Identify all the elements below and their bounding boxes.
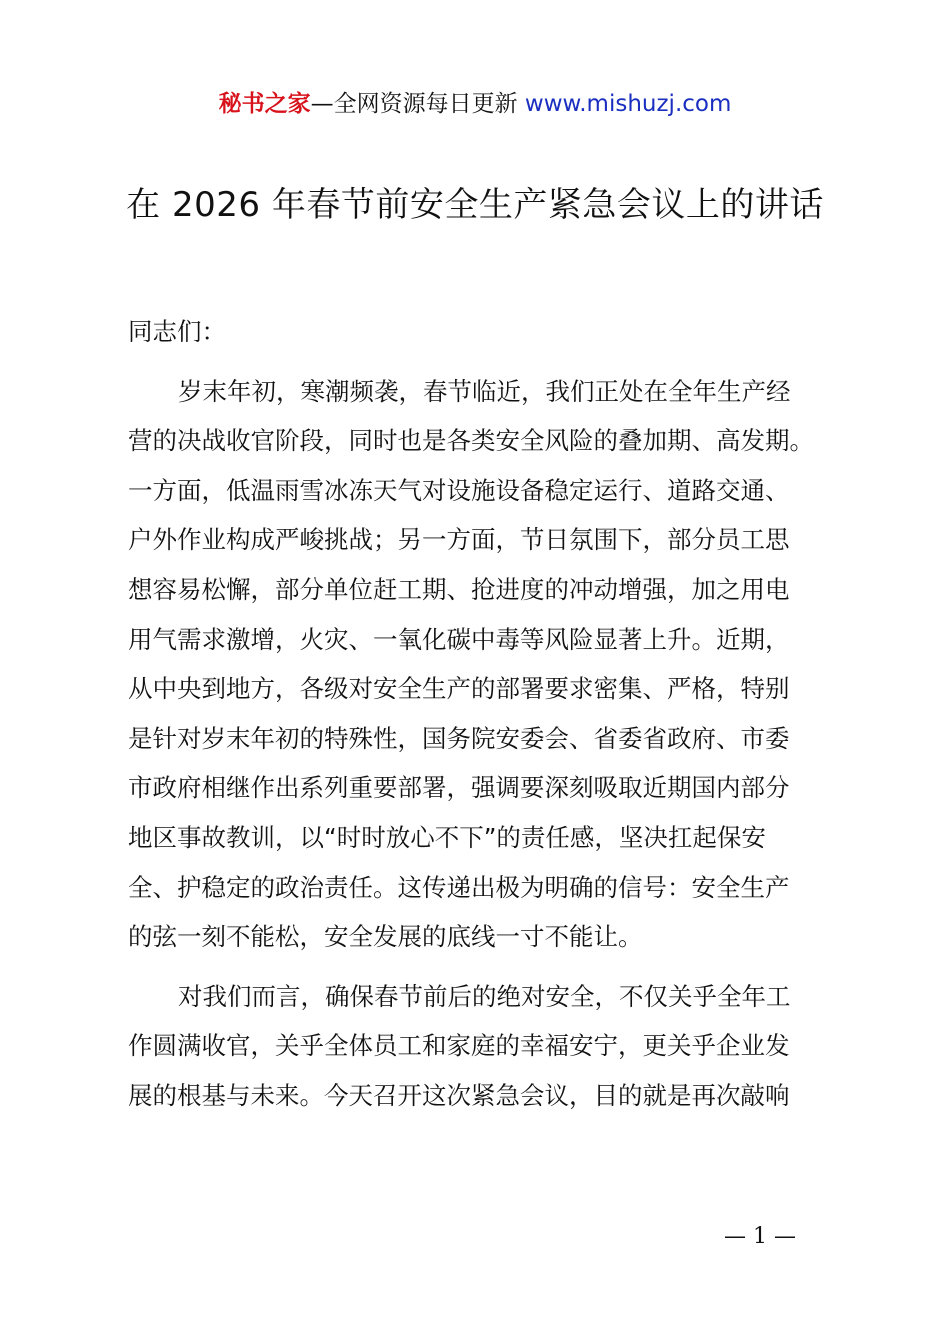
brand-name: 秘书之家 [218, 91, 311, 117]
page-number: — 1 — [724, 1224, 796, 1249]
paragraph-gap [128, 357, 840, 367]
paragraph-line: 市政府相继作出系列重要部署，强调要深刻吸取近期国内部分 [128, 773, 790, 803]
paragraph-line: 对我们而言，确保春节前后的绝对安全，不仅关乎全年工 [178, 981, 791, 1011]
paragraph-line: 全、护稳定的政治责任。这传递出极为明确的信号：安全生产 [128, 872, 790, 902]
paragraph-line: 岁末年初，寒潮频袭，春节临近，我们正处在全年生产经 [178, 376, 791, 406]
paragraph-line: 地区事故教训，以“时时放心不下”的责任感，坚决扛起保安 [128, 822, 766, 852]
paragraph-line: 的弦一刻不能松，安全发展的底线一寸不能让。 [128, 922, 643, 952]
document-title: 在 2026 年春节前安全生产紧急会议上的讲话 [126, 185, 824, 225]
paragraph-line: 展的根基与未来。今天召开这次紧急会议，目的就是再次敲响 [128, 1080, 790, 1110]
paragraph-line: 一方面，低温雨雪冰冻天气对设施设备稳定运行、道路交通、 [128, 475, 790, 505]
paragraph-2 [128, 972, 840, 1121]
header-tagline: —全网资源每日更新 [310, 91, 525, 117]
paragraph-line: 用气需求激增，火灾、一氧化碳中毒等风险显著上升。近期， [128, 624, 790, 654]
document-body [128, 307, 840, 1121]
site-header [0, 88, 950, 120]
paragraph-line: 户外作业构成严峻挑战；另一方面，节日氛围下，部分员工思 [128, 525, 790, 555]
paragraph-line: 作圆满收官，关乎全体员工和家庭的幸福安宁，更关乎企业发 [128, 1031, 790, 1061]
paragraph-line: 想容易松懈，部分单位赶工期、抢进度的冲动增强，加之用电 [128, 574, 790, 604]
paragraph-gap [128, 962, 840, 972]
site-url-link[interactable]: www.mishuzj.com [524, 91, 732, 117]
paragraph-line: 从中央到地方，各级对安全生产的部署要求密集、严格，特别 [128, 674, 790, 704]
paragraph-line: 营的决战收官阶段，同时也是各类安全风险的叠加期、高发期。 [128, 426, 814, 456]
paragraph-1 [128, 367, 840, 962]
paragraph-line: 是针对岁末年初的特殊性，国务院安委会、省委省政府、市委 [128, 723, 790, 753]
salutation: 同志们： [128, 317, 226, 346]
